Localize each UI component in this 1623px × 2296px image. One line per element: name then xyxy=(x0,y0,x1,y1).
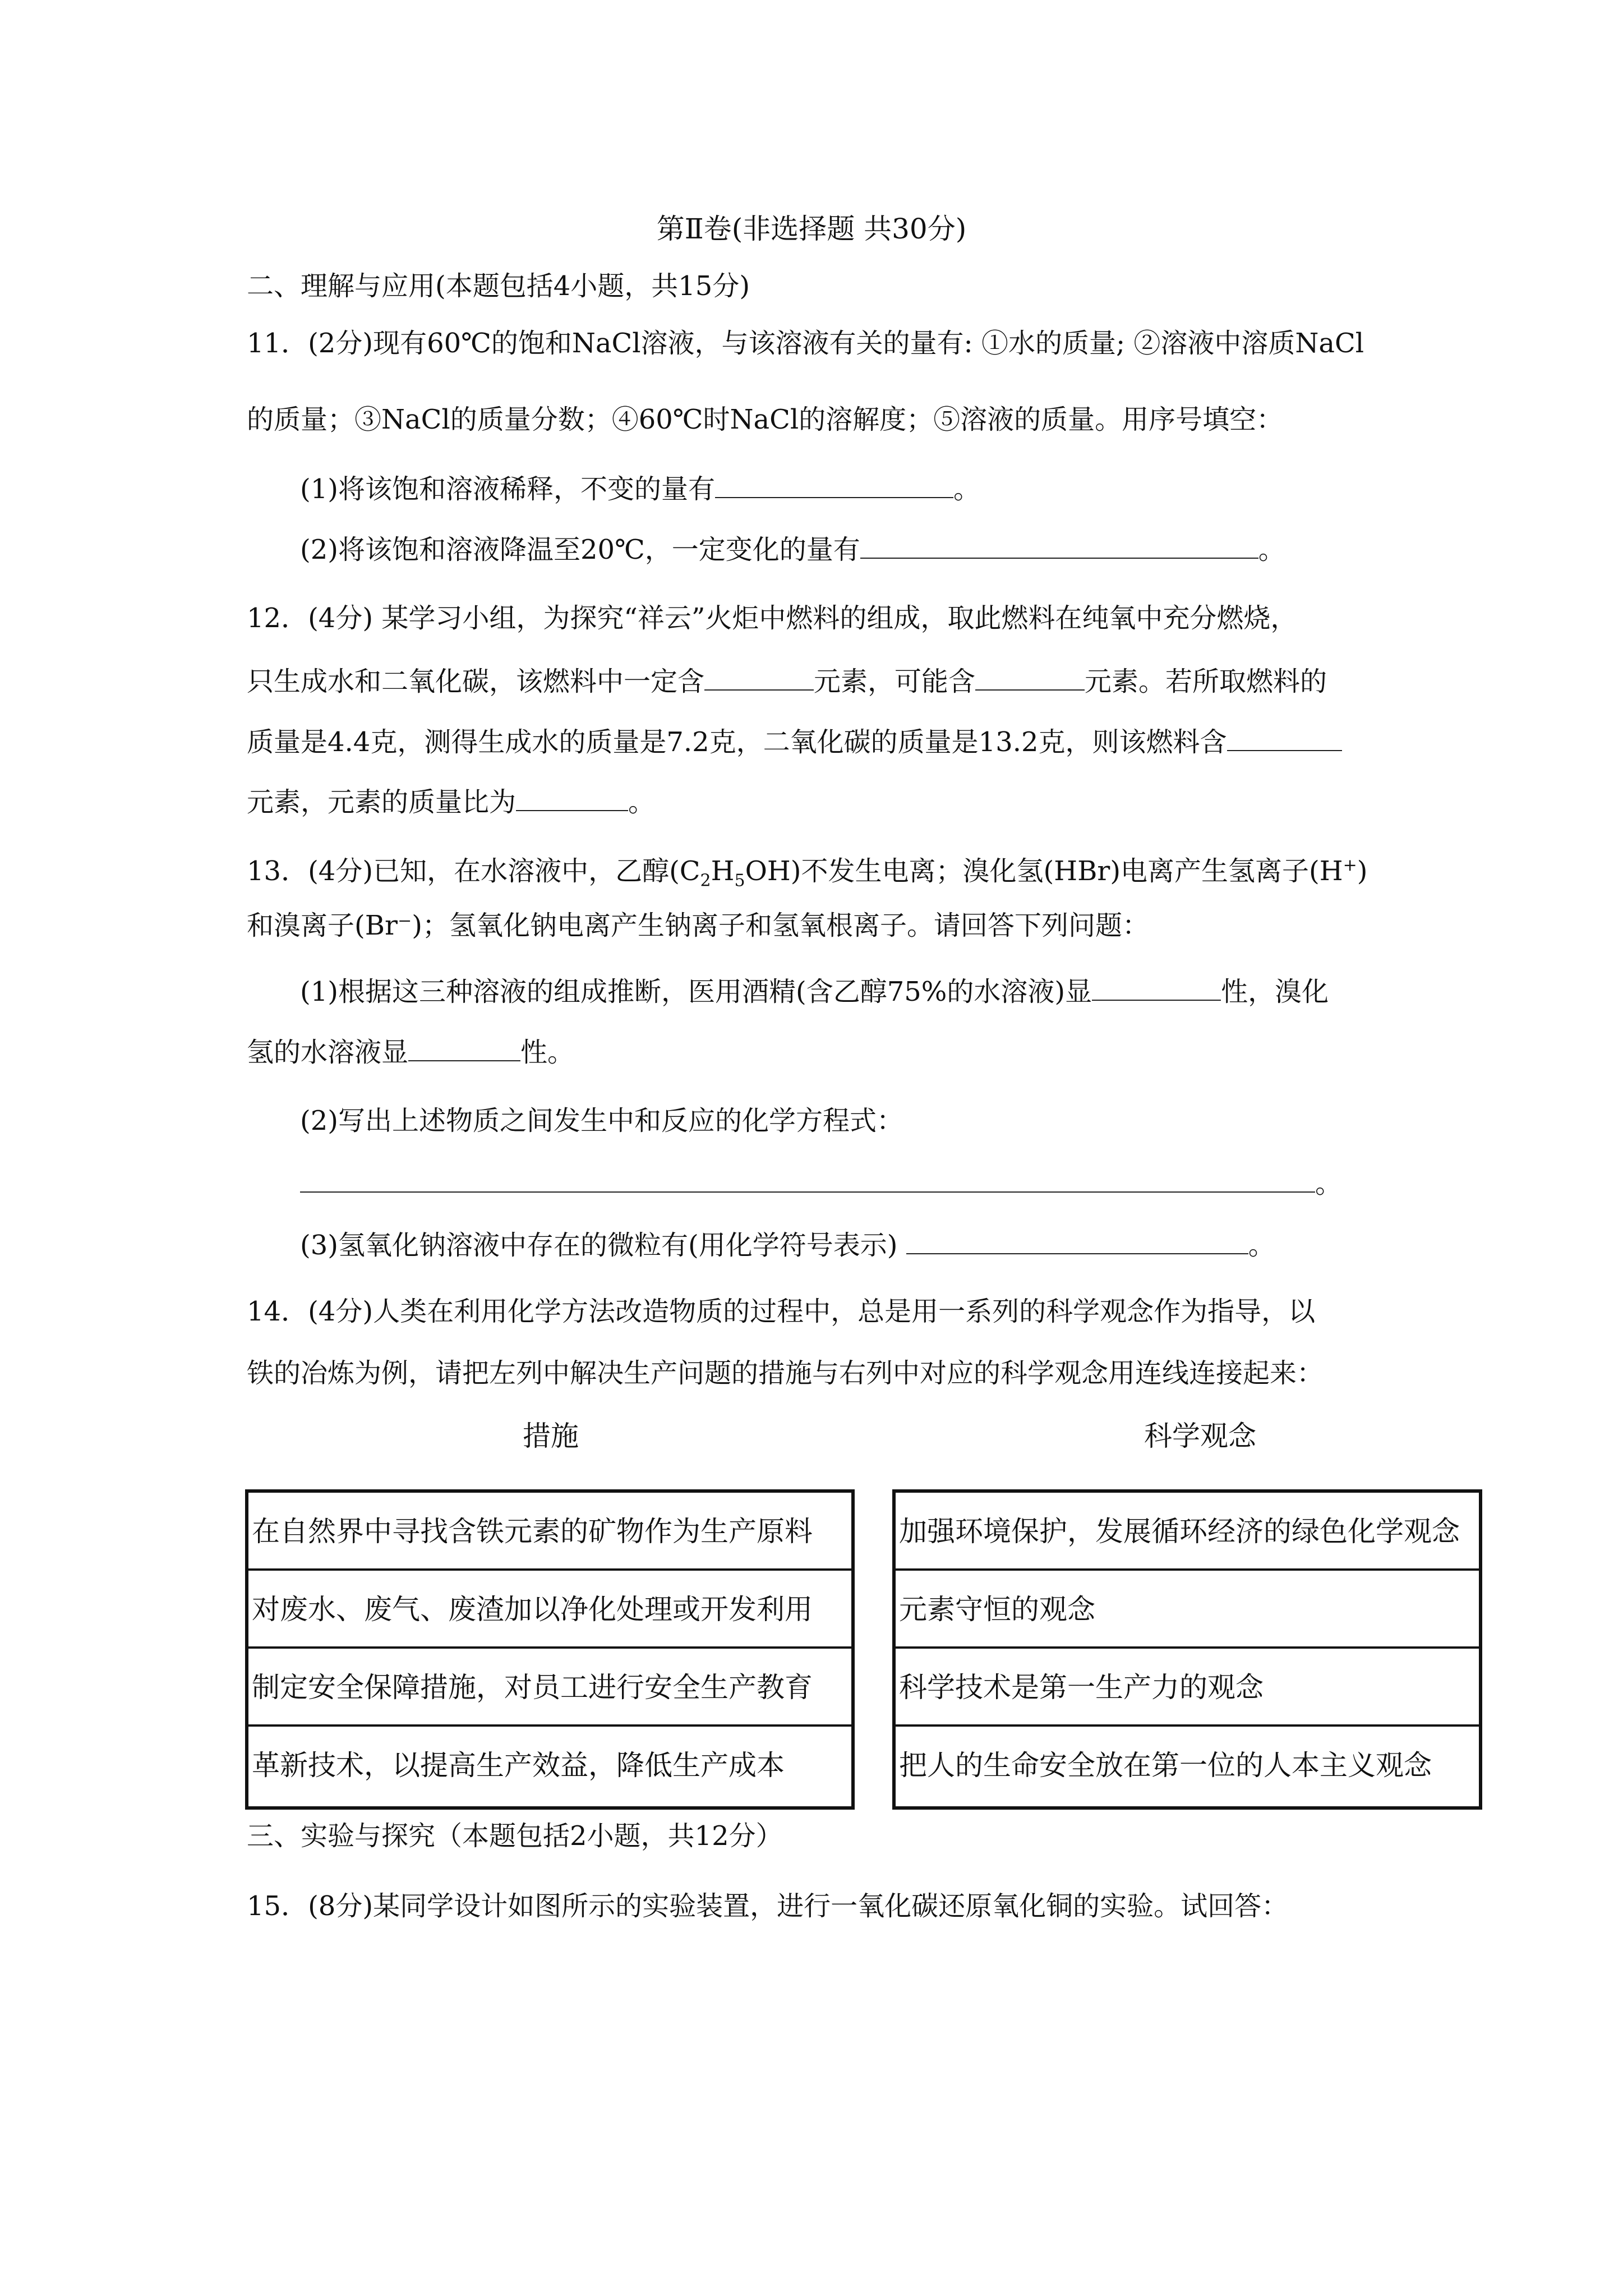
answer-blank[interactable] xyxy=(715,475,953,498)
answer-blank[interactable] xyxy=(975,667,1085,691)
q11-sub2 xyxy=(300,533,1285,567)
q14-line2: 铁的冶炼为例，请把左列中解决生产问题的措施与右列中对应的科学观念用连线连接起来： xyxy=(247,1358,1324,1389)
q13-sub1-a: (1)根据这三种溶液的组成推断，医用酒精(含乙醇75%的水溶液)显 xyxy=(300,976,1092,1007)
concept-cell[interactable]: 把人的生命安全放在第一位的人本主义观念 xyxy=(899,1749,1432,1782)
q13-line1-c: OH)不发生电离；溴化氢(HBr)电离产生氢离子(H xyxy=(745,855,1343,887)
q13-line1 xyxy=(247,849,1368,898)
measures-header: 措施 xyxy=(523,1420,579,1452)
q13-line2: 和溴离子(Br⁻)；氢氧化钠电离产生钠离子和氢氧根离子。请回答下列问题： xyxy=(247,910,1150,941)
subscript: 5 xyxy=(734,871,745,891)
concept-cell[interactable]: 加强环境保护，发展循环经济的绿色化学观念 xyxy=(896,1493,1479,1571)
subscript: 2 xyxy=(700,871,711,891)
answer-blank[interactable] xyxy=(408,1038,520,1061)
q11-sub2-end: 。 xyxy=(1258,534,1285,565)
q13-sub1-line2 xyxy=(247,1036,574,1069)
q13-sub2-end: 。 xyxy=(1315,1168,1343,1199)
answer-blank[interactable] xyxy=(704,667,814,691)
part2-heading: 二、理解与应用(本题包括4小题，共15分) xyxy=(247,270,750,302)
concept-cell[interactable]: 元素守恒的观念 xyxy=(896,1571,1479,1649)
answer-blank[interactable] xyxy=(300,1169,1315,1193)
q13-sub3-end: 。 xyxy=(1248,1230,1275,1261)
q12-line4 xyxy=(247,785,655,819)
q12-line1: 12．(4分) 某学习小组，为探究“祥云”火炬中燃料的组成，取此燃料在纯氧中充分燃烧， xyxy=(247,602,1298,634)
q11-sub1 xyxy=(300,472,980,506)
answer-blank[interactable] xyxy=(906,1231,1248,1254)
q12-line2-a: 只生成水和二氧化碳，该燃料中一定含 xyxy=(247,666,705,697)
q12-line4-b: 。 xyxy=(628,786,656,818)
q11-line1: 11．(2分)现有60℃的饱和NaCl溶液，与该溶液有关的量有: ①水的质量; ②溶液中溶质NaCl xyxy=(247,328,1364,359)
q12-line2 xyxy=(247,665,1327,698)
answer-blank[interactable] xyxy=(1227,728,1342,751)
measure-cell[interactable]: 革新技术，以提高生产效益，降低生产成本 xyxy=(252,1749,785,1782)
answer-blank[interactable] xyxy=(516,788,628,811)
q13-sub1-line2-a: 氢的水溶液显 xyxy=(247,1037,409,1068)
answer-blank[interactable] xyxy=(1092,977,1221,1001)
q13-sub2: (2)写出上述物质之间发生中和反应的化学方程式： xyxy=(300,1105,903,1137)
q13-sub3-text: (3)氢氧化钠溶液中存在的微粒有(用化学符号表示) xyxy=(300,1230,898,1261)
q11-line2: 的质量；③NaCl的质量分数；④60℃时NaCl的溶解度；⑤溶液的质量。用序号填空： xyxy=(247,404,1284,435)
q14-line1: 14．(4分)人类在利用化学方法改造物质的过程中，总是用一系列的科学观念作为指导，以 xyxy=(247,1296,1316,1327)
q13-sub1-line2-b: 性。 xyxy=(520,1037,575,1068)
measures-table xyxy=(245,1489,855,1810)
part3-heading: 三、实验与探究（本题包括2小题，共12分） xyxy=(247,1820,783,1852)
superscript: + xyxy=(1343,855,1357,875)
concept-cell[interactable]: 科学技术是第一生产力的观念 xyxy=(896,1649,1479,1727)
concepts-header: 科学观念 xyxy=(1144,1420,1256,1452)
q12-line4-a: 元素，元素的质量比为 xyxy=(247,786,517,818)
answer-blank[interactable] xyxy=(860,535,1258,559)
q12-line3 xyxy=(247,725,1342,759)
q13-sub2-answer xyxy=(300,1167,1342,1200)
q12-line3-text: 质量是4.4克，测得生成水的质量是7.2克，二氧化碳的质量是13.2克，则该燃料含 xyxy=(247,726,1227,758)
q13-sub3 xyxy=(300,1228,1275,1262)
measure-cell[interactable]: 在自然界中寻找含铁元素的矿物作为生产原料 xyxy=(248,1493,851,1571)
q13-line1-a: 13．(4分)已知，在水溶液中，乙醇(C xyxy=(247,855,700,887)
q12-line2-c: 元素。若所取燃料的 xyxy=(1085,666,1327,697)
q13-sub1-b: 性，溴化 xyxy=(1221,976,1329,1007)
q13-line1-b: H xyxy=(711,855,735,887)
q12-line2-b: 元素，可能含 xyxy=(814,666,976,697)
q13-sub1 xyxy=(300,975,1329,1009)
q11-sub1-text: (1)将该饱和溶液稀释，不变的量有 xyxy=(300,473,715,505)
q11-sub1-end: 。 xyxy=(953,473,981,505)
q15-line1: 15．(8分)某同学设计如图所示的实验装置，进行一氧化碳还原氧化铜的实验。试回答： xyxy=(247,1890,1289,1922)
q11-sub2-text: (2)将该饱和溶液降温至20℃，一定变化的量有 xyxy=(300,534,860,565)
concepts-table xyxy=(892,1489,1482,1810)
measure-cell[interactable]: 对废水、废气、废渣加以净化处理或开发利用 xyxy=(248,1571,851,1649)
measure-cell[interactable]: 制定安全保障措施，对员工进行安全生产教育 xyxy=(248,1649,851,1727)
section-title: 第Ⅱ卷(非选择题 共30分) xyxy=(656,213,967,245)
q13-line1-d: ) xyxy=(1357,855,1368,887)
